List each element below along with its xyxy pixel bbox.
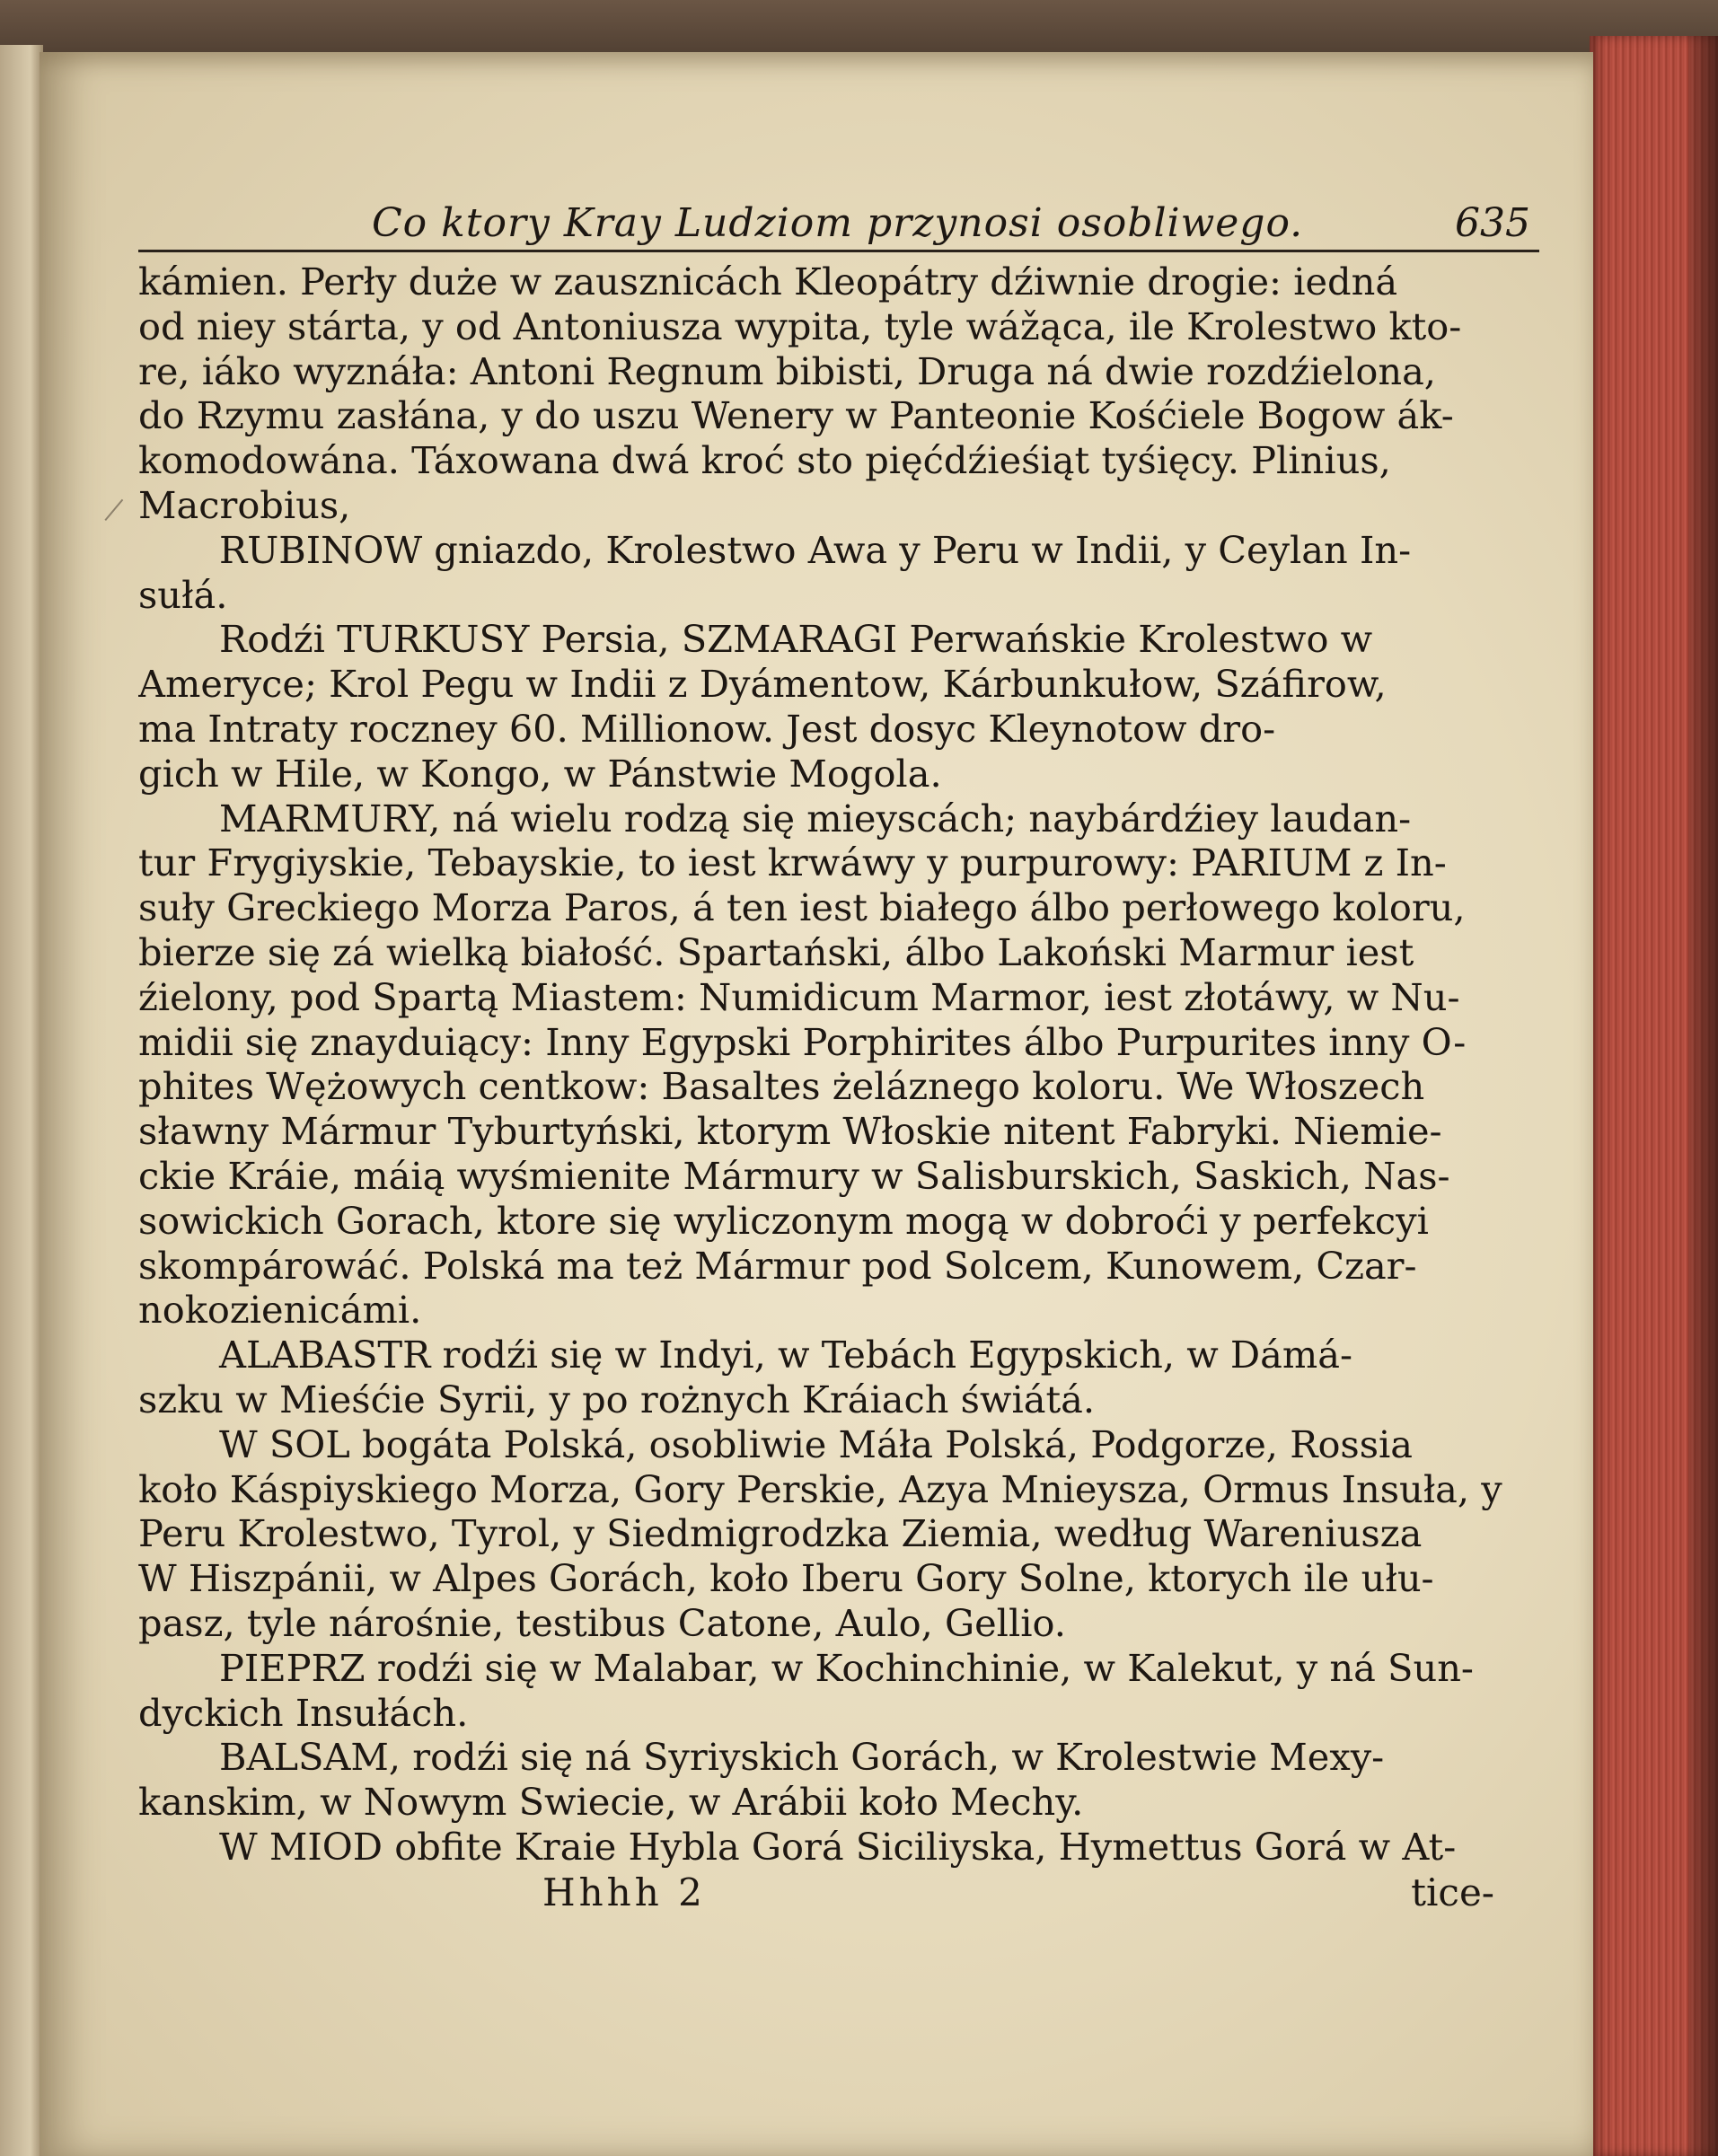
text-line: Peru Krolestwo, Tyrol, y Siedmigrodzka Ziemia, według Wareniusza [138,1511,1423,1556]
text-block [138,187,1539,1916]
running-head [138,187,1539,252]
text-line: W SOL bogáta Polská, osobliwie Máła Polská, Podgorze, Rossia [219,1421,1414,1466]
text-line: do Rzymu zasłána, y do uszu Wenery w Panteonie Kośćiele Bogow ák- [138,393,1454,438]
text-line: RUBINOW gniazdo, Krolestwo Awa y Peru w Indii, y Ceylan In- [219,527,1412,572]
signature-mark: Hhhh 2 [542,1870,706,1914]
text-line: Macrobius, [138,482,351,527]
text-line: kámien. Perły duże w zausznicách Kleopátry dźiwnie drogie: iedná [138,260,1398,304]
text-line: kanskim, w Nowym Swiecie, w Arábii koło Mechy. [138,1780,1084,1825]
text-line: Ameryce; Krol Pegu w Indii z Dyámentow, Kárbunkułow, Száfirow, [138,662,1387,707]
text-line: W Hiszpánii, w Alpes Gorách, koło Iberu Gory Solne, ktorych ile ułu- [138,1556,1434,1601]
text-line: Rodźi TURKUSY Persia, SZMARAGI Perwańskie Krolestwo w [219,617,1373,662]
text-line: BALSAM, rodźi się ná Syriyskich Gorách, w Krolestwie Mexy- [219,1735,1385,1780]
text-line: gich w Hile, w Kongo, w Pánstwie Mogola. [138,751,942,796]
text-line: ma Intraty roczney 60. Millionow. Jest dosyc Kleynotow dro- [138,706,1276,751]
page-footer [138,1870,1539,1916]
running-title: Co ktory Kray Ludziom przynosi osobliwego. [372,200,1304,246]
page-number: 635 [1455,200,1530,246]
text-line: re, iáko wyznáła: Antoni Regnum bibisti, Druga ná dwie rozdźielona, [138,348,1437,393]
text-line: bierze się zá wielką białość. Spartański, álbo Lakoński Marmur iest [138,929,1414,974]
text-line: komodowána. Táxowana dwá kroć sto pięćdźieśiąt tyśięcy. Plinius, [138,438,1391,483]
previous-page-edge [0,45,43,2156]
text-line: MARMURY, ná wielu rodzą się mieyscách; naybárdźiey laudan- [219,796,1412,840]
text-line: sowickich Gorach, ktore się wyliczonym mogą w dobroći y perfekcyi [138,1198,1429,1243]
text-line: szku w Mieśćie Syrii, y po rożnych Kráiach świátá. [138,1377,1096,1421]
text-line: sławny Mármur Tyburtyński, ktorym Włoskie nitent Fabryki. Niemie- [138,1109,1442,1154]
text-line: nokozienicámi. [138,1288,422,1333]
text-line: ckie Kráie, máią wyśmienite Mármury w Salisburskich, Saskich, Nas- [138,1153,1450,1198]
text-line: PIEPRZ rodźi się w Malabar, w Kochinchinie, w Kalekut, y ná Sun- [219,1645,1474,1690]
text-line: tur Frygiyskie, Tebayskie, to iest krwáwy y purpurowy: PARIUM z In- [138,840,1447,885]
text-line: źielony, pod Spartą Miastem: Numidicum Marmor, iest złotáwy, w Nu- [138,974,1460,1019]
text-line: W MIOD obfite Kraie Hybla Gorá Siciliyska, Hymettus Gorá w At- [219,1824,1457,1869]
text-line: pasz, tyle nárośnie, testibus Catone, Aulo, Gellio. [138,1600,1066,1645]
pencil-mark [104,499,134,531]
text-line: phites Wężowych centkow: Basaltes żeláznego koloru. We Włoszech [138,1064,1425,1109]
text-line: dyckich Insułách. [138,1690,469,1735]
text-line: ALABASTR rodźi się w Indyi, w Tebách Egypskich, w Dámá- [219,1333,1353,1377]
body-text [138,260,1539,1870]
catchword: tice- [1411,1870,1494,1914]
text-line: suły Greckiego Morza Paros, á ten iest białego álbo perłowego koloru, [138,885,1466,930]
text-line: skompárowáć. Polská ma też Mármur pod Solcem, Kunowem, Czar- [138,1243,1417,1288]
text-line: sułá. [138,572,228,617]
page-block-shadow [1688,36,1718,2156]
text-line: od niey stárta, y od Antoniusza wypita, tyle wážąca, ile Krolestwo kto- [138,304,1462,348]
book-page [40,52,1593,2156]
text-line: koło Káspiyskiego Morza, Gory Perskie, Azya Mnieysza, Ormus Insuła, y [138,1466,1502,1511]
text-line: midii się znayduiący: Inny Egypski Porphirites álbo Purpurites inny O- [138,1019,1467,1064]
